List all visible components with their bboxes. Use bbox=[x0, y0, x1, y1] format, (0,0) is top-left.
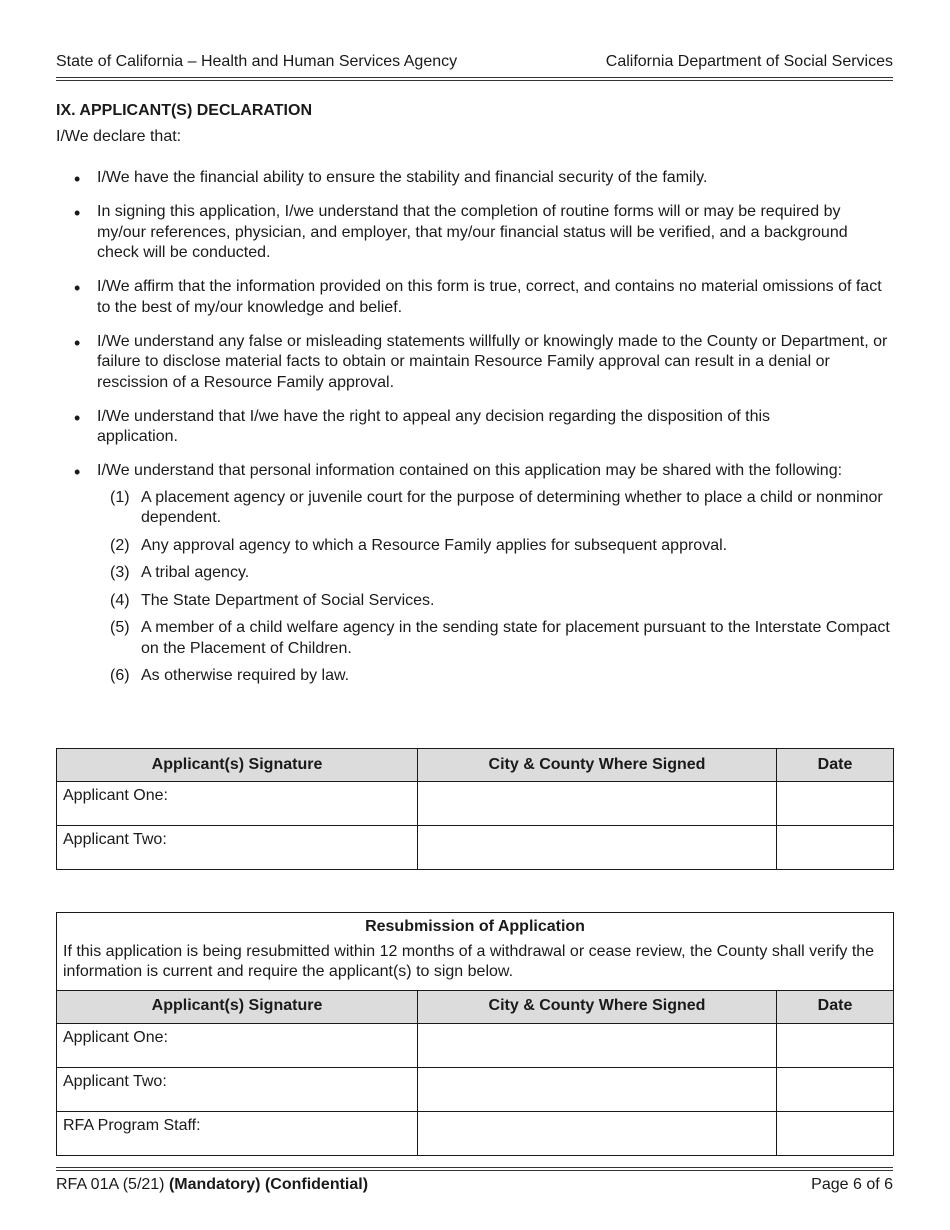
date-field[interactable] bbox=[777, 782, 894, 826]
resubmission-title: Resubmission of Application bbox=[365, 918, 585, 935]
declaration-item-sharing bbox=[56, 461, 893, 687]
sharing-item-num: (5) bbox=[110, 619, 130, 636]
form-tags: (Mandatory) (Confidential) bbox=[168, 1176, 369, 1193]
declaration-item: • I/We understand that I/we have the right to appeal any decision regarding the disposition of this application. bbox=[56, 407, 893, 448]
table-row bbox=[57, 782, 894, 826]
table-row bbox=[57, 1067, 894, 1111]
sharing-item-text: A placement agency or juvenile court for the purpose of determining whether to place a child or nonminor dependent. bbox=[141, 488, 883, 526]
resub-signature-field-applicant-one[interactable]: Applicant One: bbox=[57, 1023, 418, 1067]
table-row bbox=[57, 1111, 894, 1155]
declaration-list bbox=[56, 168, 893, 700]
col-header-city-county: City & County Where Signed bbox=[418, 990, 777, 1023]
declaration-item: • I/We affirm that the information provided on this form is true, correct, and contains no material omissions of fact to the best of my/our knowledge and belief. bbox=[56, 277, 893, 318]
sharing-item bbox=[97, 536, 893, 557]
sharing-item bbox=[97, 488, 893, 529]
sharing-item-text: The State Department of Social Services. bbox=[141, 591, 435, 609]
col-header-signature: Applicant(s) Signature bbox=[57, 749, 418, 782]
resub-signature-field-rfa-staff[interactable]: RFA Program Staff: bbox=[57, 1111, 418, 1155]
resubmission-title-row bbox=[57, 913, 894, 991]
declaration-item: • In signing this application, I/we understand that the completion of routine forms will or may be required by my/our references, physician, and employer, that my/our financial status will be verified, and a background check will be conducted. bbox=[56, 202, 893, 264]
signature-table-header bbox=[57, 749, 894, 782]
footer-rule bbox=[56, 1167, 893, 1171]
page-header bbox=[56, 52, 893, 72]
header-rule bbox=[56, 77, 893, 81]
sharing-item bbox=[97, 666, 893, 687]
sharing-item-num: (3) bbox=[110, 564, 130, 581]
signature-field-applicant-one[interactable]: Applicant One: bbox=[57, 782, 418, 826]
sharing-item-num: (1) bbox=[110, 488, 130, 506]
form-number: RFA 01A (5/21) bbox=[56, 1176, 169, 1193]
sharing-item-text: A tribal agency. bbox=[141, 564, 250, 581]
form-id bbox=[56, 1175, 368, 1196]
city-county-field[interactable] bbox=[418, 1023, 777, 1067]
sharing-item bbox=[97, 563, 893, 584]
sharing-item-num: (4) bbox=[110, 591, 130, 609]
resubmission-table bbox=[56, 912, 894, 1156]
signature-field-applicant-two[interactable]: Applicant Two: bbox=[57, 826, 418, 870]
sharing-item bbox=[97, 591, 893, 612]
table-row bbox=[57, 1023, 894, 1067]
resubmission-note: If this application is being resubmitted within 12 months of a withdrawal or cease review, the County shall verify the information is current and require the applicant(s) to sign below. bbox=[63, 942, 875, 980]
col-header-date: Date bbox=[777, 990, 894, 1023]
table-row bbox=[57, 826, 894, 870]
col-header-signature: Applicant(s) Signature bbox=[57, 990, 418, 1023]
section-title: IX. APPLICANT(S) DECLARATION bbox=[56, 102, 312, 119]
date-field[interactable] bbox=[777, 1067, 894, 1111]
sharing-item-text: Any approval agency to which a Resource Family applies for subsequent approval. bbox=[141, 536, 728, 554]
sharing-item bbox=[97, 618, 893, 659]
sharing-item-num: (2) bbox=[110, 536, 130, 554]
date-field[interactable] bbox=[777, 826, 894, 870]
date-field[interactable] bbox=[777, 1111, 894, 1155]
department-name: California Department of Social Services bbox=[605, 53, 893, 70]
sharing-list bbox=[97, 488, 893, 687]
sharing-item-num: (6) bbox=[110, 667, 130, 684]
declaration-item: • I/We have the financial ability to ensure the stability and financial security of the family. bbox=[56, 168, 893, 189]
section-intro: I/We declare that: bbox=[56, 128, 182, 145]
declaration-item: • I/We understand any false or misleading statements willfully or knowingly made to the County or Department, or failure to disclose material facts to obtain or maintain Resource Family approval can result in a denial or rescission of a Resource Family approval. bbox=[56, 332, 893, 394]
resub-signature-field-applicant-two[interactable]: Applicant Two: bbox=[57, 1067, 418, 1111]
resubmission-table-header bbox=[57, 990, 894, 1023]
city-county-field[interactable] bbox=[418, 826, 777, 870]
city-county-field[interactable] bbox=[418, 782, 777, 826]
city-county-field[interactable] bbox=[418, 1067, 777, 1111]
signature-table bbox=[56, 748, 894, 870]
sharing-item-text: A member of a child welfare agency in the sending state for placement pursuant to the Interstate Compact on the Placement of Children. bbox=[141, 619, 890, 657]
sharing-text: I/We understand that personal information contained on this application may be shared with the following: bbox=[97, 462, 843, 479]
col-header-date: Date bbox=[777, 749, 894, 782]
sharing-item-text: As otherwise required by law. bbox=[141, 667, 350, 684]
city-county-field[interactable] bbox=[418, 1111, 777, 1155]
page-number: Page 6 of 6 bbox=[811, 1176, 893, 1193]
agency-name: State of California – Health and Human Services Agency bbox=[56, 53, 458, 70]
date-field[interactable] bbox=[777, 1023, 894, 1067]
col-header-city-county: City & County Where Signed bbox=[418, 749, 777, 782]
